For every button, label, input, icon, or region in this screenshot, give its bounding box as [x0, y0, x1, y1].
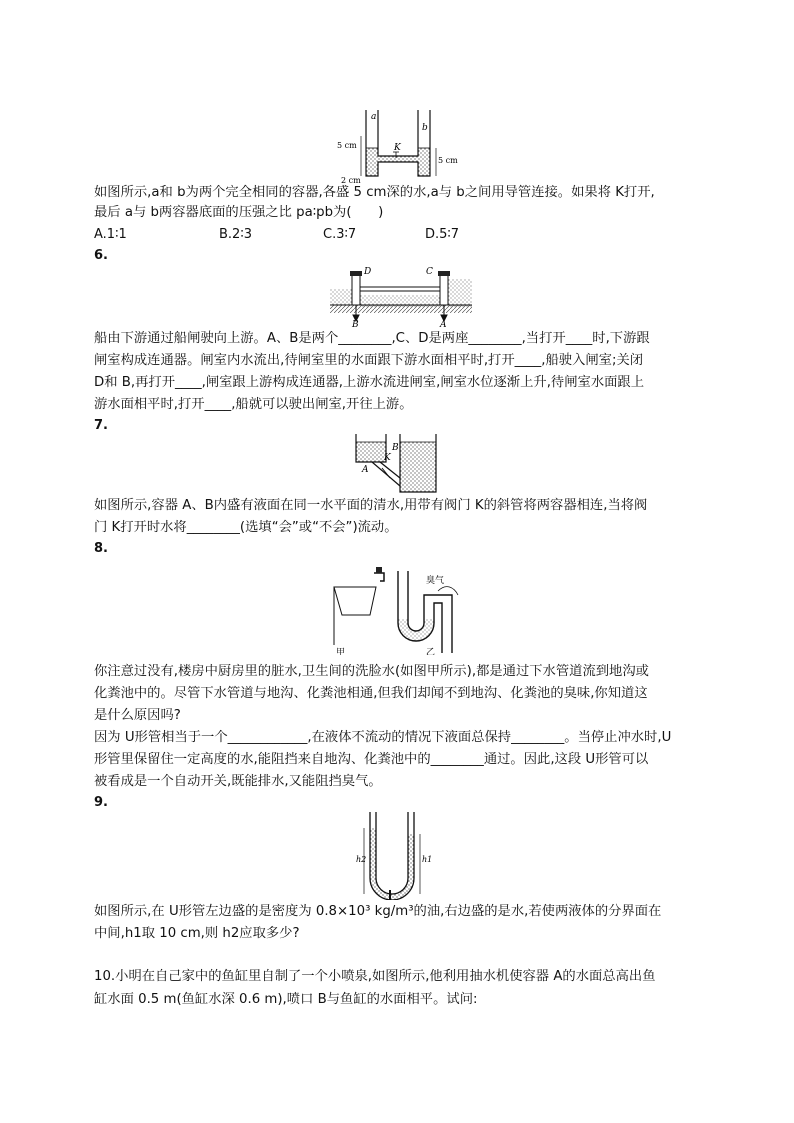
q7-line1: 如图所示,容器 A、B内盛有液面在同一水平面的清水,用带有阀门 K的斜管将两容器相连,当将阀: [94, 498, 648, 513]
q6-label-b: B: [352, 320, 359, 327]
q8-line3: 是什么原因吗?: [94, 708, 181, 723]
q6-figure: [330, 265, 472, 327]
q6-line4: 游水面相平时,打开____,船就可以驶出闸室,开往上游。: [94, 397, 413, 412]
q5-option-b: B.2∶3: [219, 227, 252, 242]
q8-label-yi: 乙: [426, 648, 436, 655]
q10-line1: 10.小明在自己家中的鱼缸里自制了一个小喷泉,如图所示,他利用抽水机使容器 A的水面总高出鱼: [94, 969, 656, 984]
q5-text-line1: 如图所示,a和 b为两个完全相同的容器,各盛 5 cm深的水,a与 b之间用导管连接。如果将 K打开,: [94, 185, 655, 200]
q8-label-jia: 甲: [336, 648, 346, 655]
q6-line3: D和 B,再打开____,闸室跟上游构成连通器,上游水流进闸室,闸室水位逐渐上升,待闸室水面跟上: [94, 375, 645, 390]
q5-option-d: D.5∶7: [425, 227, 460, 242]
q5-label-a: a: [371, 112, 377, 122]
q6-line2: 闸室构成连通器。闸室内水流出,待闸室里的水面跟下游水面相平时,打开____,船驶入闸室;关闭: [94, 353, 644, 368]
q9-line1: 如图所示,在 U形管左边盛的是密度为 0.8×10³ kg/m³的油,右边盛的是水,若使两液体的分界面在: [94, 904, 662, 919]
q7-figure: [350, 432, 440, 494]
q7-line2: 门 K打开时水将________(选填“会”或“不会”)流动。: [94, 520, 398, 535]
q8-label-odor: 臭气: [426, 576, 445, 586]
q9-label-h1: h1: [422, 855, 433, 864]
q7-number: 7.: [94, 418, 108, 433]
q8-line1: 你注意过没有,楼房中厨房里的脏水,卫生间的洗脸水(如图甲所示),都是通过下水管道流到地沟或: [94, 664, 649, 679]
q5-label-h-left: 5 cm: [337, 141, 357, 150]
q8-line4: 因为 U形管相当于一个____________,在液体不流动的情况下液面总保持________。当停止冲水时,U: [94, 730, 672, 745]
q5-label-k: K: [394, 143, 401, 153]
q9-line2: 中间,h1取 10 cm,则 h2应取多少?: [94, 926, 300, 941]
q6-line1: 船由下游通过船闸驶向上游。A、B是两个________,C、D是两座________,当打开____时,下游跟: [94, 331, 650, 346]
q5-figure: [336, 108, 460, 186]
q7-label-b: B: [392, 443, 399, 453]
q8-figure: [330, 563, 466, 655]
q8-number: 8.: [94, 541, 108, 556]
q6-label-c: C: [426, 267, 433, 277]
q5-text-line2: 最后 a与 b两容器底面的压强之比 pa∶pb为( ): [94, 205, 384, 220]
q8-line5: 形管里保留住一定高度的水,能阻挡来自地沟、化粪池中的________通过。因此,这段 U形管可以: [94, 752, 649, 767]
q6-label-a: A: [440, 320, 447, 327]
q5-label-bottom: 2 cm: [341, 176, 361, 185]
q6-label-d: D: [364, 267, 372, 277]
q8-line6: 被看成是一个自动开关,既能排水,又能阻挡臭气。: [94, 774, 382, 789]
q5-option-a: A.1∶1: [94, 227, 127, 242]
q5-label-b: b: [422, 123, 428, 133]
q9-figure: [356, 808, 438, 900]
q7-label-a: A: [362, 465, 369, 475]
q9-number: 9.: [94, 795, 108, 810]
q5-option-c: C.3∶7: [323, 227, 357, 242]
q10-line2: 缸水面 0.5 m(鱼缸水深 0.6 m),喷口 B与鱼缸的水面相平。试问:: [94, 992, 478, 1007]
q8-line2: 化粪池中的。尽管下水管道与地沟、化粪池相通,但我们却闻不到地沟、化粪池的臭味,你知道这: [94, 686, 648, 701]
q7-label-k: K: [384, 453, 391, 463]
q6-number: 6.: [94, 248, 108, 263]
q9-label-h2: h2: [356, 855, 367, 864]
q5-label-h-right: 5 cm: [438, 156, 458, 165]
